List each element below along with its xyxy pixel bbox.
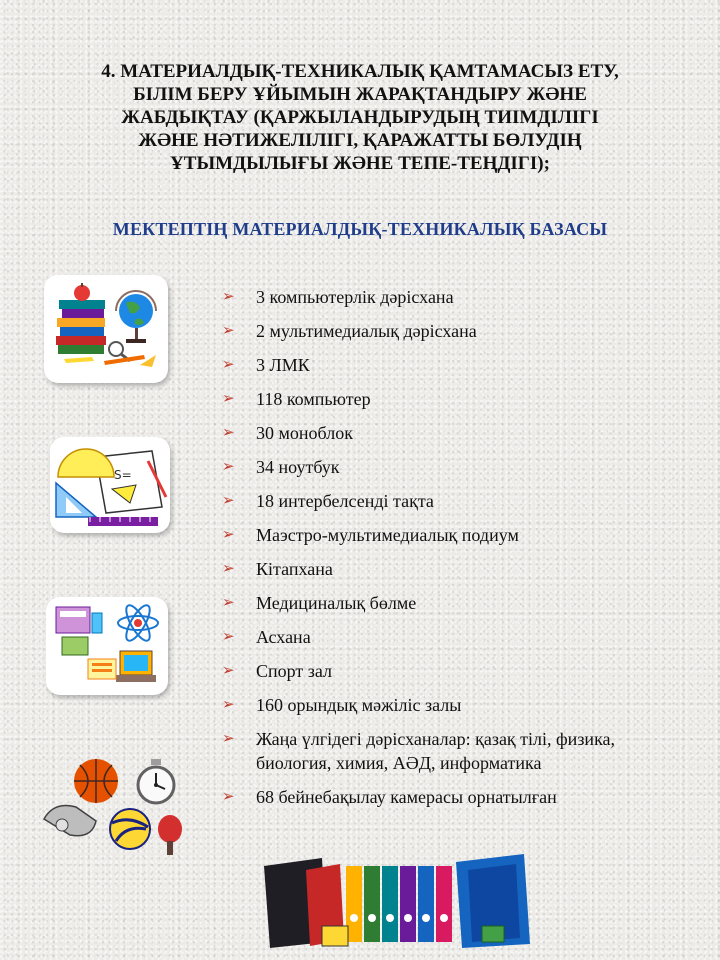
- arrow-bullet-icon: ➢: [222, 595, 235, 611]
- list-item: [222, 727, 692, 775]
- svg-text:S=: S=: [114, 468, 132, 482]
- heading-line: ҰТЫМДЫЛЫҒЫ ЖӘНЕ ТЕПЕ-ТЕҢДІГІ);: [170, 153, 550, 174]
- list-item: [222, 659, 692, 683]
- list-item-text: Медициналық бөлме: [256, 593, 417, 613]
- list-item-text: 30 моноблок: [256, 423, 353, 443]
- page-heading: [40, 60, 680, 175]
- sports-equipment-clipart-icon: [38, 745, 188, 857]
- list-item-text: Спорт зал: [256, 661, 333, 681]
- arrow-bullet-icon: ➢: [222, 289, 235, 305]
- geometry-tools-clipart-icon: [50, 437, 170, 533]
- list-item-text: 118 компьютер: [256, 389, 371, 409]
- list-item-text: Жаңа үлгідегі дәрісханалар: қазақ тілі, физика, биология, химия, АӘД, информатика: [256, 729, 616, 773]
- list-item: [222, 353, 692, 377]
- folders-binders-clipart-icon: [262, 852, 532, 952]
- science-computer-clipart-icon: [46, 597, 168, 695]
- section-subheading: МЕКТЕПТІҢ МАТЕРИАЛДЫҚ-ТЕХНИКАЛЫҚ БАЗАСЫ: [112, 219, 608, 239]
- facilities-list: [222, 285, 692, 819]
- arrow-bullet-icon: ➢: [222, 527, 235, 543]
- arrow-bullet-icon: ➢: [222, 391, 235, 407]
- list-item: [222, 523, 692, 547]
- list-item: [222, 421, 692, 445]
- arrow-bullet-icon: ➢: [222, 731, 235, 747]
- list-item: [222, 591, 692, 615]
- arrow-bullet-icon: ➢: [222, 493, 235, 509]
- heading-line: ЖӘНЕ НӘТИЖЕЛІЛІГІ, ҚАРАЖАТТЫ БӨЛУДІҢ: [138, 130, 582, 151]
- arrow-bullet-icon: ➢: [222, 663, 235, 679]
- arrow-bullet-icon: ➢: [222, 323, 235, 339]
- arrow-bullet-icon: ➢: [222, 425, 235, 441]
- list-item: [222, 455, 692, 479]
- heading-line: 4. МАТЕРИАЛДЫҚ-ТЕХНИКАЛЫҚ ҚАМТАМАСЫЗ ЕТУ,: [101, 61, 619, 82]
- arrow-bullet-icon: ➢: [222, 697, 235, 713]
- arrow-bullet-icon: ➢: [222, 459, 235, 475]
- list-item-text: Асхана: [256, 627, 311, 647]
- books-globe-clipart-icon: [44, 275, 168, 383]
- list-item-text: Кітапхана: [256, 559, 333, 579]
- arrow-bullet-icon: ➢: [222, 561, 235, 577]
- arrow-bullet-icon: ➢: [222, 357, 235, 373]
- heading-line: ЖАБДЫҚТАУ (ҚАРЖЫЛАНДЫРУДЫҢ ТИІМДІЛІГІ: [121, 107, 599, 128]
- heading-line: БІЛІМ БЕРУ ҰЙЫМЫН ЖАРАҚТАНДЫРУ ЖӘНЕ: [133, 84, 587, 105]
- list-item: [222, 625, 692, 649]
- list-item-text: 18 интербелсенді тақта: [256, 491, 434, 511]
- list-item-text: 2 мультимедиалық дәрісхана: [256, 321, 477, 341]
- list-item-text: 34 ноутбук: [256, 457, 340, 477]
- list-item: [222, 285, 692, 309]
- list-item: [222, 785, 692, 809]
- list-item-text: 68 бейнебақылау камерасы орнатылған: [256, 787, 557, 807]
- arrow-bullet-icon: ➢: [222, 789, 235, 805]
- list-item: [222, 693, 692, 717]
- list-item: [222, 557, 692, 581]
- list-item: [222, 387, 692, 411]
- list-item: [222, 319, 692, 343]
- list-item: [222, 489, 692, 513]
- list-item-text: Маэстро-мультимедиалық подиум: [256, 525, 519, 545]
- list-item-text: 3 ЛМК: [256, 355, 310, 375]
- list-item-text: 160 орындық мәжіліс залы: [256, 695, 462, 715]
- arrow-bullet-icon: ➢: [222, 629, 235, 645]
- list-item-text: 3 компьютерлік дәрісхана: [256, 287, 454, 307]
